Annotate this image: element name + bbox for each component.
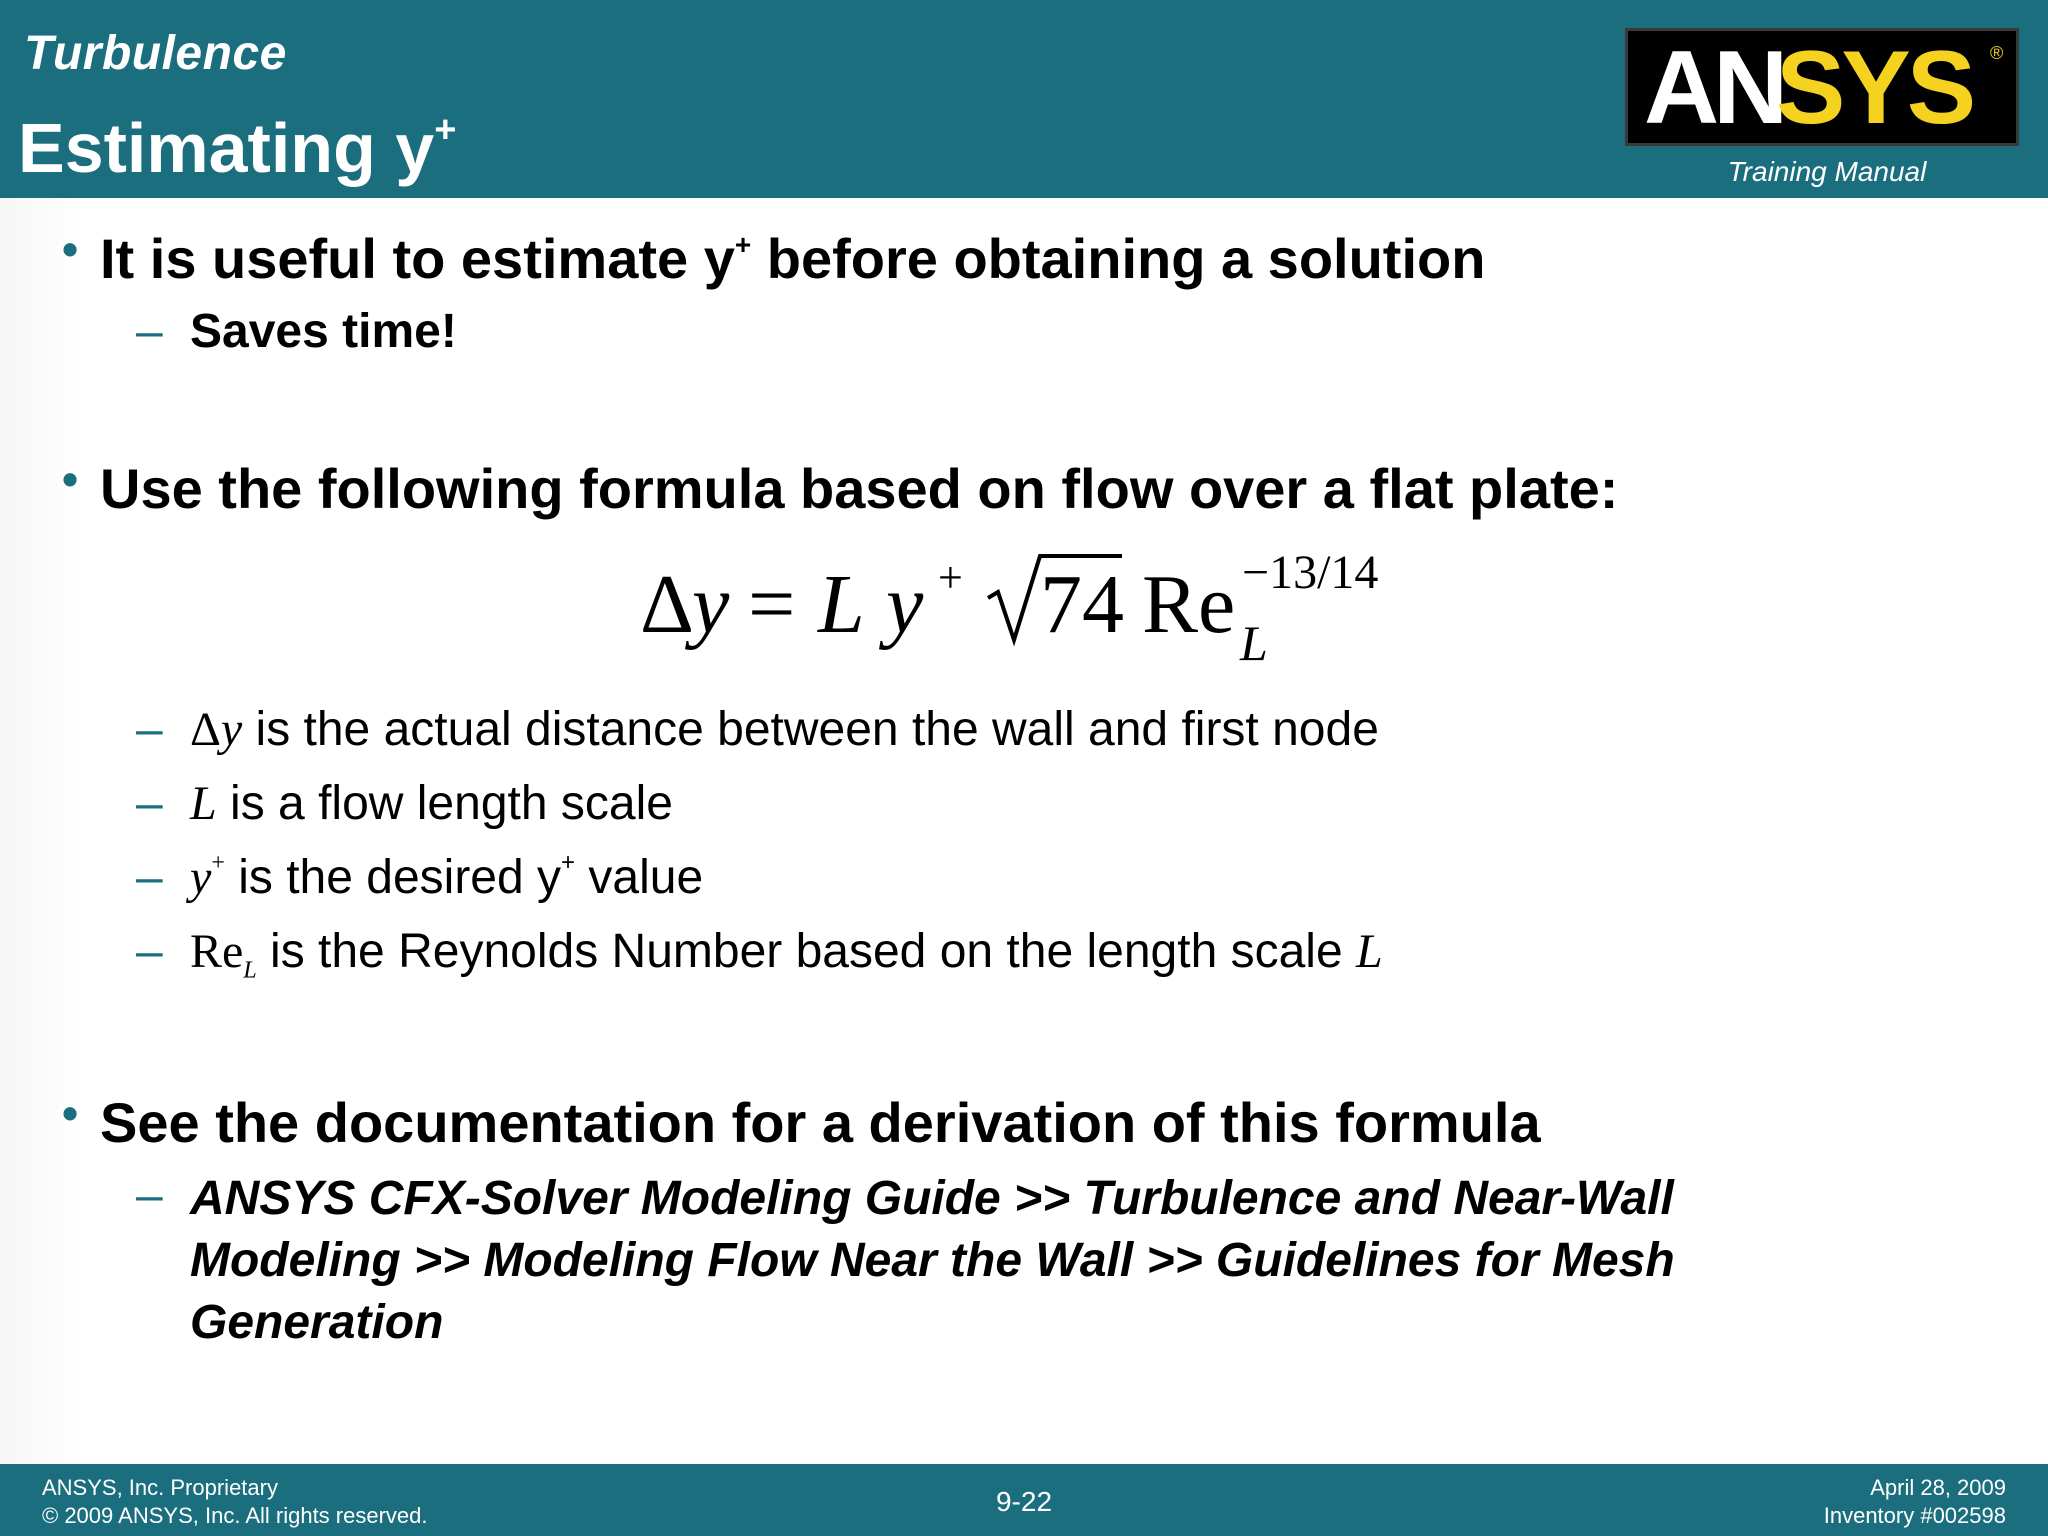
dash: – (136, 703, 163, 756)
def-re-sub: L (243, 957, 257, 984)
def-re-symbol: Re (190, 925, 244, 978)
bullet-estimate (62, 223, 1486, 291)
def-reynolds-text: is the Reynolds Number based on the length scale (256, 925, 1356, 978)
logo-registered: ® (1990, 43, 2004, 63)
footer-right (1824, 1474, 2006, 1530)
def-yplus-sup: + (211, 850, 225, 876)
header-bar (0, 0, 2048, 198)
def-delta-y-text: is the actual distance between the wall and first node (242, 703, 1379, 756)
formula-L: L (818, 558, 865, 651)
training-manual-label: Training Manual (1727, 156, 1927, 187)
dash: – (136, 777, 163, 830)
yplus-formula (630, 548, 1410, 678)
def-y-symbol: y (220, 703, 243, 756)
formula-re: Re (1142, 558, 1236, 651)
bullet-dot: • (62, 223, 79, 275)
def-L-text: is a flow length scale (216, 777, 673, 830)
slide-title-sup: + (434, 108, 457, 151)
def-yplus-symbol: y (190, 851, 212, 904)
slide-title (18, 108, 456, 188)
def-delta-symbol: Δ (190, 703, 221, 756)
def-delta-y-content (190, 702, 1379, 757)
def-reynolds-content (190, 924, 1383, 985)
bullet-documentation (62, 1087, 1541, 1155)
def-yplus-text-sup: + (561, 849, 576, 876)
formula-delta: Δ (640, 558, 695, 651)
logo-sys: SYS (1776, 35, 1973, 139)
bullet-1-text: It is useful to estimate y (100, 227, 735, 290)
ansys-logo (1625, 28, 2019, 146)
def-reynolds-L: L (1356, 925, 1383, 978)
saves-time-text: Saves time! (190, 305, 457, 358)
def-L-symbol: L (190, 777, 217, 830)
section-title: Turbulence (24, 27, 287, 80)
formula-y: y (692, 558, 730, 651)
formula-yplus-sup: + (938, 553, 963, 602)
def-yplus-text: is the desired y (224, 851, 562, 904)
documentation-reference: ANSYS CFX-Solver Modeling Guide >> Turbulence and Near-Wall Modeling >> Modeling Flow Near the Wall >> Guidelines for Mesh Generation (190, 1172, 1675, 1349)
footer-inventory: Inventory #002598 (1823, 1503, 2006, 1528)
def-L-content (190, 776, 673, 831)
footer-bar (0, 1464, 2048, 1536)
footer-date: April 28, 2009 (1870, 1475, 2006, 1500)
bullet-1-sup: + (734, 229, 752, 261)
dash: – (136, 925, 163, 978)
bullet-2-text: Use the following formula based on flow over a flat plate: (100, 457, 1619, 520)
formula-radicand: 74 (1040, 558, 1124, 651)
formula-exponent: −13/14 (1242, 548, 1379, 599)
formula-equals: = (748, 558, 796, 651)
formula-re-sub: L (1240, 615, 1268, 671)
left-shade (0, 198, 80, 1464)
slide-title-text: Estimating y (18, 109, 435, 187)
def-yplus-text-post: value (575, 851, 704, 904)
dash: – (136, 851, 163, 904)
bullet-3-text: See the documentation for a derivation of this formula (100, 1091, 1541, 1154)
dash: – (136, 1169, 163, 1222)
dash: – (136, 305, 163, 358)
logo-an: AN (1644, 35, 1783, 139)
def-yplus-content (190, 850, 703, 905)
bullet-formula (62, 453, 1619, 521)
formula-yplus: y (886, 558, 924, 651)
page-number: 9-22 (995, 1486, 1053, 1517)
bullet-dot: • (62, 1087, 79, 1139)
footer-copyright: © 2009 ANSYS, Inc. All rights reserved. (42, 1503, 428, 1528)
footer-proprietary: ANSYS, Inc. Proprietary (42, 1475, 278, 1500)
bullet-1-text-post: before obtaining a solution (751, 227, 1486, 290)
bullet-dot: • (62, 453, 79, 505)
